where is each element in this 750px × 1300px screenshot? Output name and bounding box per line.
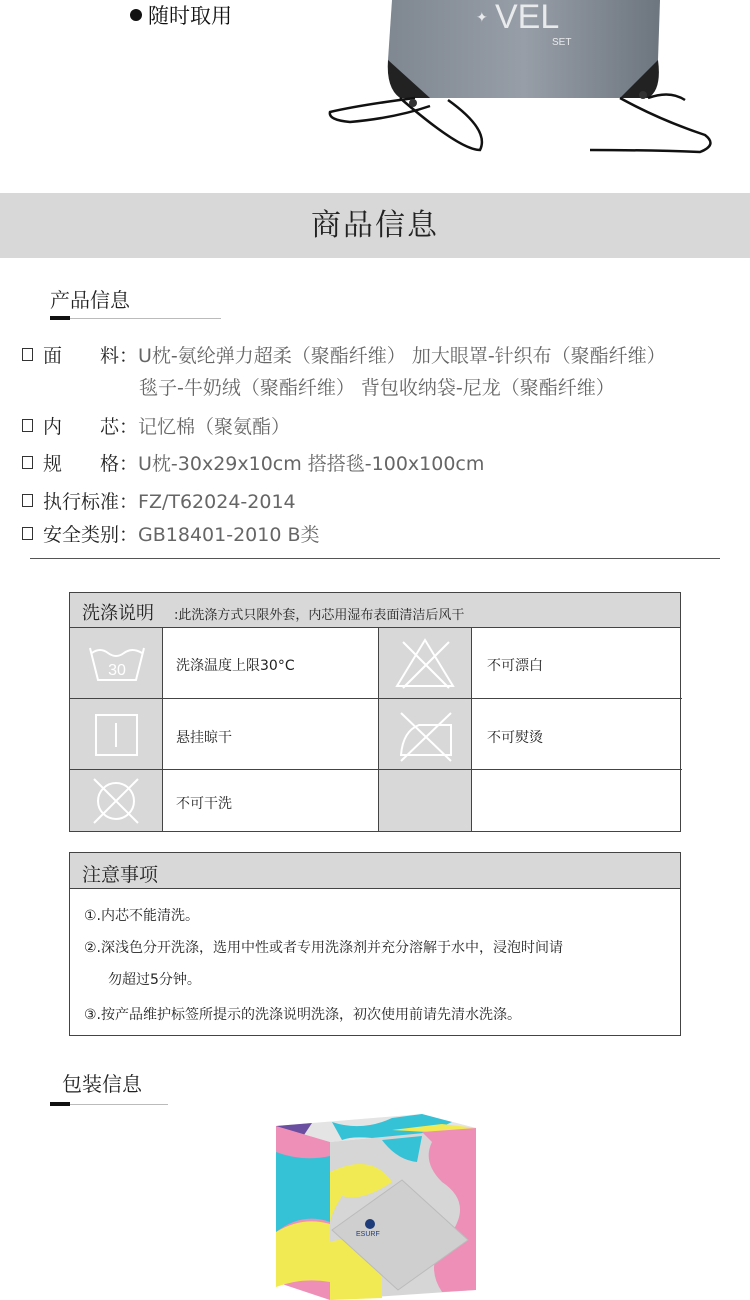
spec-row-safety [22,520,320,547]
svg-text:✦: ✦ [476,10,488,26]
package-brand: ESURF [356,1231,380,1238]
bullet-dot-icon [130,9,142,21]
washing-note: :此洗涤方式只限外套，内芯用湿布表面清洁后风干 [174,608,465,623]
heading-underline-mark [50,1102,70,1106]
spec-value: U枕-氨纶弹力超柔（聚酯纤维） 加大眼罩-针织布（聚酯纤维） [138,345,666,367]
wash-empty-cell [472,770,682,831]
spec-value: FZ/T62024-2014 [138,491,296,513]
spec-key: 安全类别： [43,524,139,546]
notes-box [69,852,681,1036]
wash-text-cell [163,699,379,770]
wash-icon-cell [70,628,163,699]
spec-row-material [22,341,666,368]
wash-empty-cell [379,770,472,831]
spec-row-size [22,449,484,476]
spec-value: 记忆棉（聚氨酯） [138,416,291,438]
note-item: ①.内芯不能清洗。 [84,908,200,924]
section-banner [0,193,750,258]
wash-icon-cell [70,699,163,770]
wash-item-text: 不可熨烫 [487,730,543,746]
no-dry-clean-icon [70,770,163,831]
wash-item-text: 不可漂白 [487,658,543,674]
washing-header [70,593,680,628]
wash-icon-cell [379,699,472,770]
line-dry-icon [70,699,163,770]
notes-title: 注意事项 [82,864,159,886]
notes-header [70,853,680,889]
wash-item-text: 洗涤温度上限30°C [176,658,295,674]
section-divider [30,558,720,559]
feature-bullet [130,0,232,30]
drawstring-bag-image [320,0,720,160]
bag-print-sub: SET [552,37,572,48]
spec-value: GB18401-2010 B类 [138,524,320,546]
spec-value: U枕-30x29x10cm 搭搭毯-100x100cm [138,453,485,475]
checkbox-icon [22,527,33,540]
wash-text-cell [163,770,379,831]
product-info-heading: 产品信息 [50,288,130,312]
wash-item-text: 悬挂晾干 [176,730,232,746]
washing-instructions-table [69,592,681,832]
no-bleach-icon [379,628,472,699]
section-title: 商品信息 [311,208,439,243]
note-item: ③.按产品维护标签所提示的洗涤说明洗涤，初次使用前请先清水洗涤。 [84,1007,521,1023]
spec-key: 面 料： [43,345,139,367]
wash-text-cell [163,628,379,699]
checkbox-icon [22,456,33,469]
no-iron-icon [379,699,472,770]
spec-key: 规 格： [43,453,139,475]
package-box-image [272,1112,482,1300]
checkbox-icon [22,494,33,507]
spec-row-core [22,412,290,439]
note-item: ②.深浅色分开洗涤，选用中性或者专用洗涤剂并充分溶解于水中，浸泡时间请 [84,940,563,956]
bag-print: VEL [495,0,560,36]
checkbox-icon [22,348,33,361]
wash-icon-cell [379,628,472,699]
spec-value: 毯子-牛奶绒（聚酯纤维） 背包收纳袋-尼龙（聚酯纤维） [139,377,615,399]
wash-30-icon [70,628,163,699]
wash-text-cell [472,699,682,770]
wash-item-text: 不可干洗 [176,796,232,812]
spec-row-material-line2 [139,373,615,400]
checkbox-icon [22,419,33,432]
washing-title: 洗涤说明 [82,603,154,624]
packaging-heading: 包装信息 [62,1072,142,1096]
wash-icon-cell [70,770,163,831]
spec-key: 内 芯： [43,416,139,438]
heading-underline-mark [50,316,70,320]
heading-underline [50,318,221,319]
spec-row-standard [22,487,296,514]
feature-bullet-text: 随时取用 [148,4,232,28]
note-item-continued: 勿超过5分钟。 [108,972,201,988]
wash-temp-label: 30 [108,662,126,679]
wash-text-cell [472,628,682,699]
spec-key: 执行标准： [43,491,139,513]
